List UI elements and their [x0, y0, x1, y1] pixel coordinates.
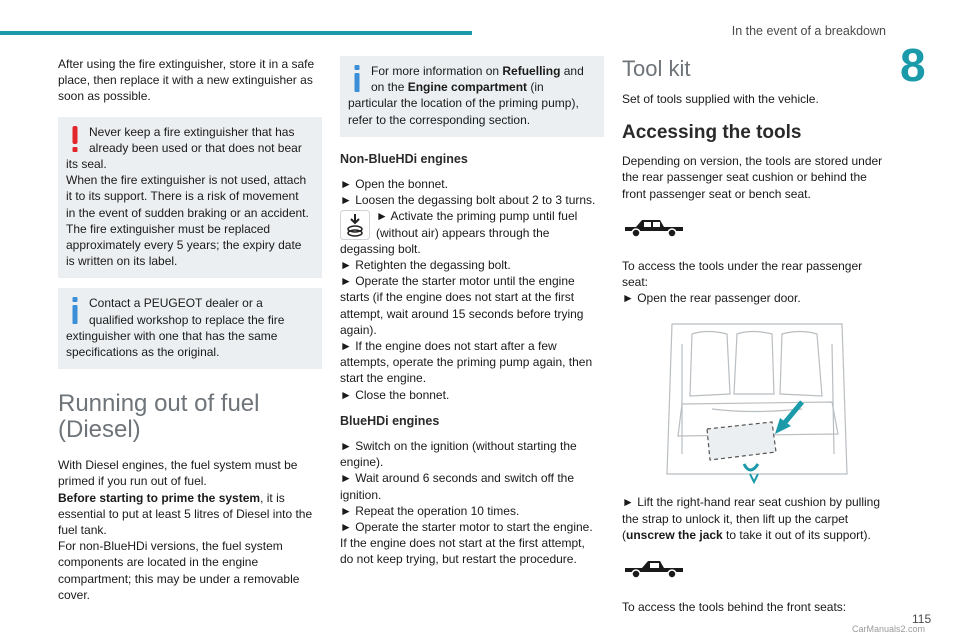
chapter-number: 8 [900, 39, 926, 91]
info-note: Contact a PEUGEOT dealer or a qualified workshop to replace the fire extinguisher with one that has the same specifications as the original. [58, 288, 322, 369]
heading-non-bluehdi: Non-BlueHDi engines [340, 151, 468, 166]
warning-exclamation-icon [68, 125, 82, 155]
info-note-refuelling: For more information on Refuelling and on the Engine compartment (in particular the location of the priming pump), refer to the corresponding section. [340, 56, 604, 137]
warning-note: Never keep a fire extinguisher that has already been used or that does not bear its seal. When the fire extinguisher is not used, attach it to its support. There is a risk of movement in the event of sudden braking or an accident. The fire extinguisher must be replaced approximately every 5 years; the expiry date is written on its label. [58, 117, 322, 279]
bluehdi-steps: ► Switch on the ignition (without starting the engine). ► Wait around 6 seconds and switch off the ignition. ► Repeat the operation 10 times. ► Operate the starter motor to start the engine. If the engine does not start at the first attempt, do not keep trying, but restart the procedure. [340, 439, 593, 567]
heading-bluehdi: BlueHDi engines [340, 413, 440, 428]
column-1 [58, 56, 322, 603]
tool-kit-subtitle: Set of tools supplied with the vehicle. [622, 92, 819, 106]
section-title: In the event of a breakdown [731, 24, 886, 38]
info-icon [68, 296, 82, 326]
column-3 [622, 56, 890, 615]
heading-running-out-of-fuel: Running out of fuel (Diesel) [58, 390, 260, 444]
seat-cushion-paragraph: ► Lift the right-hand rear seat cushion by pulling the strap to unlock it, then lift up the carpet (unscrew the jack to take it out of its support). [622, 495, 881, 542]
watermark: CarManuals2.com [852, 624, 926, 634]
front-seats-paragraph: To access the tools behind the front seats: [622, 600, 847, 615]
heading-tool-kit: Tool kit [622, 56, 691, 81]
accessing-paragraph: Depending on version, the tools are stored under the rear passenger seat cushion or behind the front passenger seat or bench seat. [622, 154, 883, 201]
pump-step: ► Activate the priming pump until fuel (without air) appears through the [340, 208, 604, 240]
fuel-paragraph: With Diesel engines, the fuel system must be primed if you run out of fuel. Before starting to prime the system, it is essential to put at least 5 litres of Diesel into the fuel tank. For non-BlueHDi versions, the fuel system components are located in the engine compartment; this may be under a removable cover. [58, 458, 313, 602]
priming-pump-icon [340, 210, 370, 240]
nonblue-steps-b: degassing bolt. ► Retighten the degassing bolt. ► Operate the starter motor until the engine starts (if the engine does not start at the first attempt, wait around 15 seconds before trying again). ► If the engine does not start after a few attempts, operate the priming pump again, then start the engine. ► Close the bonnet. [340, 241, 593, 402]
extinguisher-paragraph: After using the fire extinguisher, store it in a safe place, then replace it with a new extinguisher as soon as possible. [58, 57, 315, 104]
pickup-single-cab-icon [622, 557, 686, 581]
rear-seat-illustration [652, 314, 862, 484]
header-accent-bar [0, 31, 472, 35]
nonblue-steps-a: ► Open the bonnet. ► Loosen the degassing bolt about 2 to 3 turns. [340, 177, 596, 208]
info-icon [350, 64, 364, 94]
pickup-double-cab-icon [622, 216, 686, 240]
heading-accessing-tools: Accessing the tools [622, 122, 802, 144]
column-2 [340, 56, 604, 568]
rear-seat-paragraph: To access the tools under the rear passenger seat: ► Open the rear passenger door. [622, 258, 863, 306]
page-number: 115 [912, 612, 932, 626]
